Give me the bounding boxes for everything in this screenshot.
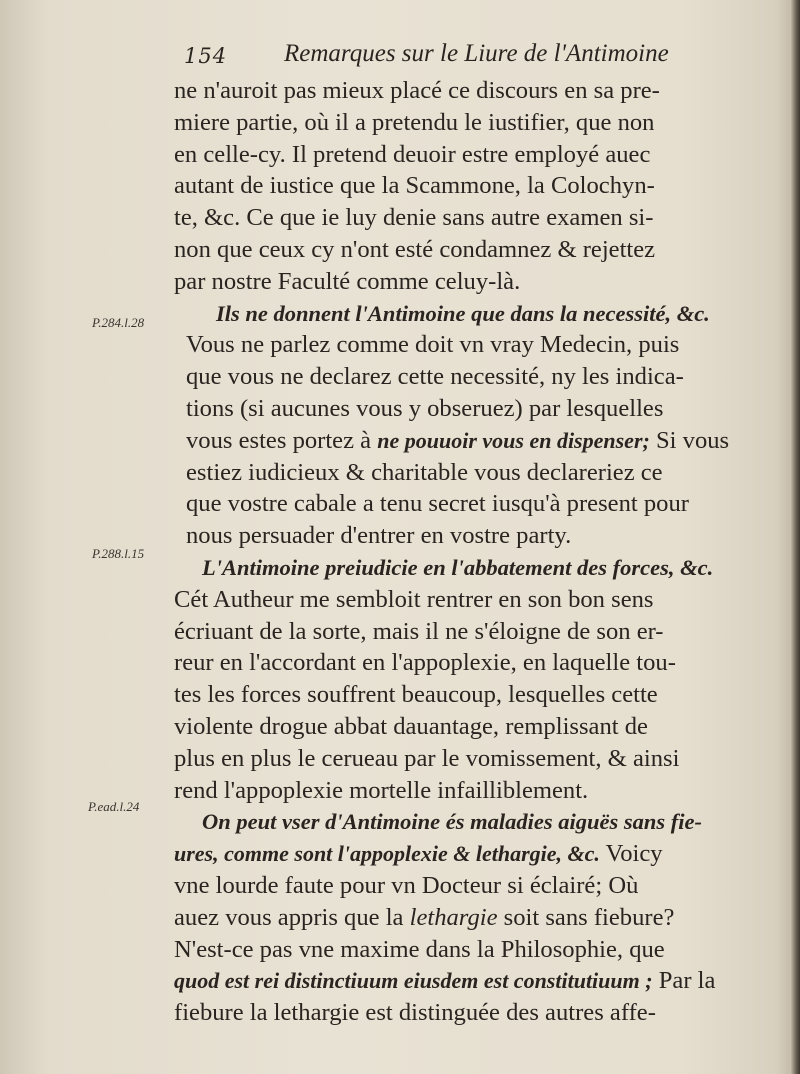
- text-line: [160, 838, 760, 870]
- text-line: N'est-ce pas vne maxime dans la Philosophie, que: [174, 935, 665, 963]
- page-edge-shadow: [790, 0, 800, 1074]
- running-head: [0, 36, 800, 72]
- text-line: estiez iudicieux & charitable vous declareriez ce: [186, 458, 663, 486]
- text-line: ne n'auroit pas mieux placé ce discours en sa pre-: [174, 77, 660, 104]
- running-title: Remarques sur le Liure de l'Antimoine: [284, 40, 669, 67]
- page-number: 154: [184, 44, 228, 68]
- latin-maxim: quod est rei distinctiuum eiusdem est constitutiuum ;: [174, 968, 653, 994]
- text-line: Vous ne parlez comme doit vn vray Medecin, puis: [186, 331, 680, 359]
- text-segment: auez vous appris que la: [174, 903, 404, 931]
- text-line: plus en plus le cerueau par le vomissement, & ainsi: [174, 744, 680, 772]
- text-line: [160, 902, 760, 934]
- text-line: miere partie, où il a pretendu le iustifier, que non: [174, 108, 655, 136]
- margin-note: P.ead.l.24: [88, 799, 140, 814]
- text-line: tes les forces souffrent beaucoup, lesquelles cette: [174, 681, 658, 709]
- text-line: écriuant de la sorte, mais il ne s'éloigne de son er-: [174, 617, 664, 645]
- italic-phrase: ne pouuoir vous en dispenser;: [377, 427, 650, 453]
- text-line: par nostre Faculté comme celuy-là.: [174, 267, 521, 295]
- italic-phrase: lethargie: [409, 903, 498, 931]
- quoted-heading: On peut vser d'Antimoine és maladies aiguës sans fie-: [202, 809, 703, 835]
- text-line: fiebure la lethargie est distinguée des autres affe-: [174, 999, 656, 1027]
- text-line: autant de iustice que la Scammone, la Colochyn-: [174, 172, 655, 200]
- text-line: reur en l'accordant en l'appoplexie, en laquelle tou-: [174, 649, 676, 677]
- italic-phrase: ures, comme sont l'appoplexie & lethargie, &c.: [174, 841, 600, 867]
- text-line: que vostre cabale a tenu secret iusqu'à present pour: [186, 490, 689, 518]
- text-line: non que ceux cy n'ont esté condamnez & rejettez: [174, 235, 656, 263]
- text-line: rend l'appoplexie mortelle infailliblement.: [174, 776, 589, 804]
- text-line: te, &c. Ce que ie luy denie sans autre examen si-: [174, 204, 654, 232]
- text-segment: soit sans fiebure?: [503, 903, 675, 931]
- text-line: que vous ne declarez cette necessité, ny les indica-: [186, 363, 684, 391]
- body-text: [160, 75, 760, 1029]
- text-line: nous persuader d'entrer en vostre party.: [186, 522, 572, 550]
- margin-note: P.284.l.28: [92, 315, 145, 330]
- text-line: tions (si aucunes vous y obseruez) par lesquelles: [186, 394, 664, 422]
- text-segment: Voicy: [605, 840, 663, 868]
- quoted-heading: L'Antimoine preiudicie en l'abbatement des forces, &c.: [202, 554, 714, 580]
- text-line: violente drogue abbat dauantage, remplissant de: [174, 712, 648, 740]
- text-segment: Si vous: [655, 426, 730, 454]
- text-line: [160, 965, 760, 997]
- text-line: en celle-cy. Il pretend deuoir estre employé auec: [174, 140, 651, 168]
- quoted-heading: Ils ne donnent l'Antimoine que dans la necessité, &c.: [216, 300, 710, 326]
- text-segment: Par la: [658, 967, 716, 995]
- text-line: Cét Autheur me sembloit rentrer en son bon sens: [174, 585, 654, 613]
- text-line: vne lourde faute pour vn Docteur si éclairé; Où: [174, 871, 639, 899]
- text-segment: vous estes portez à: [186, 426, 372, 454]
- margin-note: P.288.l.15: [92, 546, 145, 561]
- text-line: [160, 425, 760, 457]
